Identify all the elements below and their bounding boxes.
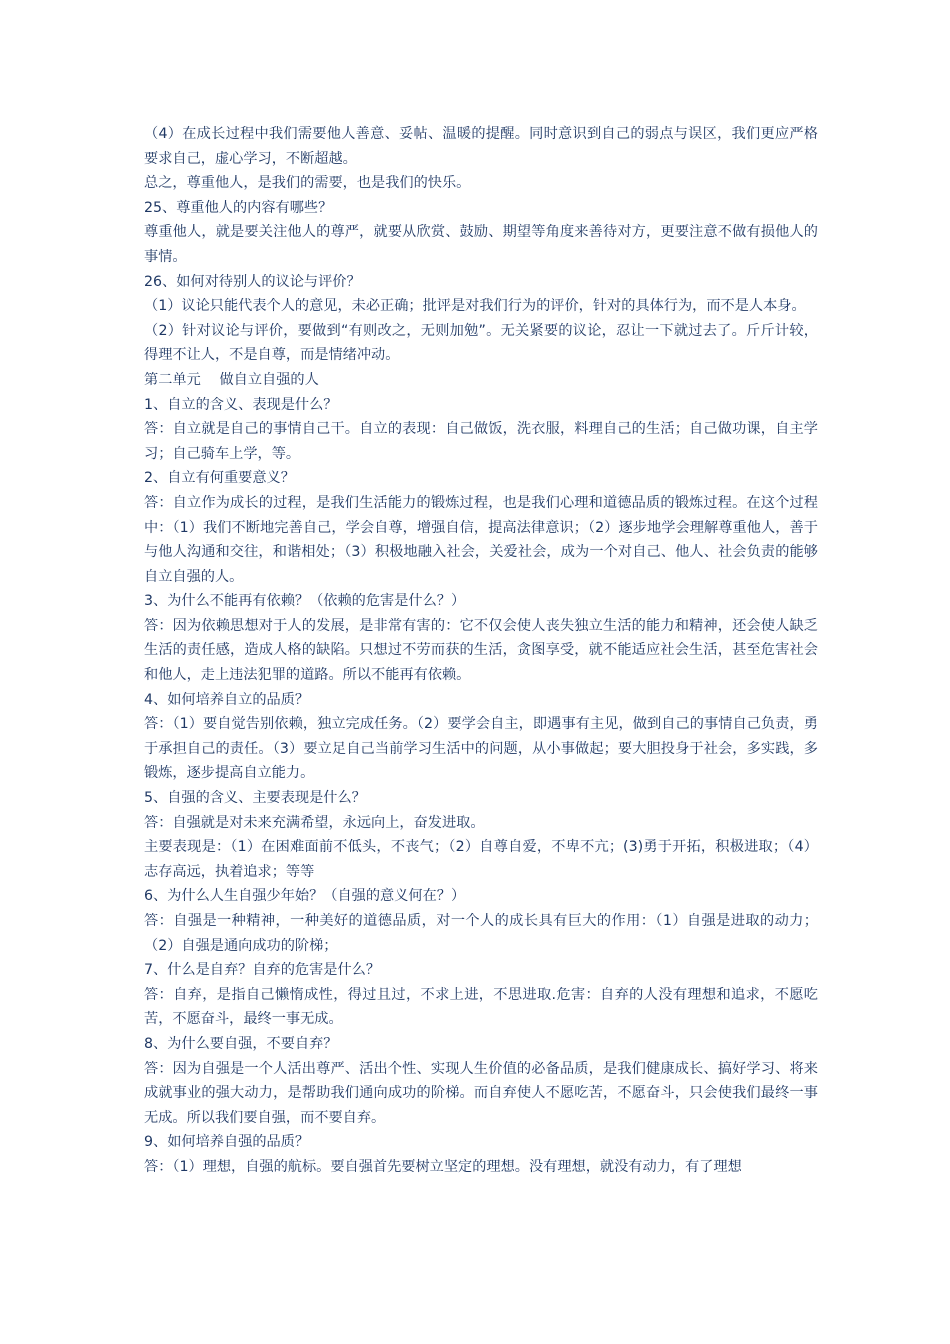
answer-paragraph: 答：（1）理想，自强的航标。要自强首先要树立坚定的理想。没有理想，就没有动力，有了理想 xyxy=(144,1158,742,1175)
question-heading: 6、为什么人生自强少年始？（自强的意义何在？） xyxy=(144,888,466,905)
unit-heading: 第二单元 做自立自强的人 xyxy=(144,371,319,388)
paragraph: （4）在成长过程中我们需要他人善意、妥帖、温暖的提醒。同时意识到自己的弱点与误区，我们更应严格要求自己，虚心学习，不断超越。 xyxy=(144,126,818,167)
answer-paragraph: 答：自立作为成长的过程，是我们生活能力的锻炼过程，也是我们心理和道德品质的锻炼过程。在这个过程中：（1）我们不断地完善自己，学会自尊，增强自信，提高法律意识；（2）逐步地学会理解尊重他人，善于与他人沟通和交往，和谐相处；（3）积极地融入社会，关爱社会，成为一个对自己、他人、社会负责的能够自立自强的人。 xyxy=(144,494,818,585)
question-heading: 9、如何培养自强的品质？ xyxy=(144,1134,310,1151)
answer-paragraph: 答：自立就是自己的事情自己干。自立的表现：自己做饭，洗衣服，料理自己的生活；自己做功课，自主学习；自己骑车上学，等。 xyxy=(144,421,818,462)
question-heading: 5、自强的含义、主要表现是什么？ xyxy=(144,790,366,807)
question-heading: 25、尊重他人的内容有哪些？ xyxy=(144,199,333,216)
paragraph: 尊重他人，就是要关注他人的尊严，就要从欣赏、鼓励、期望等角度来善待对方，更要注意不做有损他人的事情。 xyxy=(144,224,818,265)
question-heading: 4、如何培养自立的品质？ xyxy=(144,691,310,708)
answer-paragraph: 答：因为依赖思想对于人的发展，是非常有害的：它不仅会使人丧失独立生活的能力和精神，还会使人缺乏生活的责任感，造成人格的缺陷。只想过不劳而获的生活，贪图享受，就不能适应社会生活，甚至危害社会和他人，走上违法犯罪的道路。所以不能再有依赖。 xyxy=(144,617,818,684)
question-heading: 3、为什么不能再有依赖？（依赖的危害是什么？） xyxy=(144,593,466,610)
answer-paragraph: 答：自强就是对未来充满希望，永远向上，奋发进取。 xyxy=(144,814,485,831)
question-heading: 1、自立的含义、表现是什么？ xyxy=(144,396,338,413)
question-heading: 7、什么是自弃？自弃的危害是什么？ xyxy=(144,962,381,979)
answer-paragraph: 答：自弃，是指自己懒惰成性，得过且过，不求上进，不思进取.危害：自弃的人没有理想和追求，不愿吃苦，不愿奋斗，最终一事无成。 xyxy=(144,986,818,1028)
paragraph: （2）针对议论与评价，要做到“有则改之，无则加勉”。无关紧要的议论，忍让一下就过去了。斤斤计较，得理不让人，不是自尊，而是情绪冲动。 xyxy=(144,322,818,364)
answer-paragraph: 答：（1）要自觉告别依赖，独立完成任务。（2）要学会自主，即遇事有主见，做到自己的事情自己负责，勇于承担自己的责任。（3）要立足自己当前学习生活中的问题，从小事做起；要大胆投身于社会，多实践，多锻炼，逐步提高自立能力。 xyxy=(144,716,818,782)
question-heading: 2、自立有何重要意义？ xyxy=(144,470,295,487)
paragraph: （1）议论只能代表个人的意见，未必正确；批评是对我们行为的评价，针对的具体行为，而不是人本身。 xyxy=(144,298,806,315)
document-body xyxy=(144,122,818,1180)
question-heading: 8、为什么要自强，不要自弃？ xyxy=(144,1035,338,1052)
answer-paragraph: 答：因为自强是一个人活出尊严、活出个性、实现人生价值的必备品质，是我们健康成长、搞好学习、将来成就事业的强大动力，是帮助我们通向成功的阶梯。而自弃使人不愿吃苦，不愿奋斗，只会使我们最终一事无成。所以我们要自强，而不要自弃。 xyxy=(144,1060,818,1126)
paragraph: 主要表现是：（1）在困难面前不低头，不丧气；（2）自尊自爱，不卑不亢；(3)勇于开拓，积极进取；（4）志存高远，执着追求；等等 xyxy=(144,839,818,880)
paragraph: 总之，尊重他人，是我们的需要，也是我们的快乐。 xyxy=(144,175,471,192)
question-heading: 26、如何对待别人的议论与评价？ xyxy=(144,273,361,290)
answer-paragraph: 答：自强是一种精神，一种美好的道德品质，对一个人的成长具有巨大的作用：（1）自强是进取的动力；（2）自强是通向成功的阶梯； xyxy=(144,913,818,954)
